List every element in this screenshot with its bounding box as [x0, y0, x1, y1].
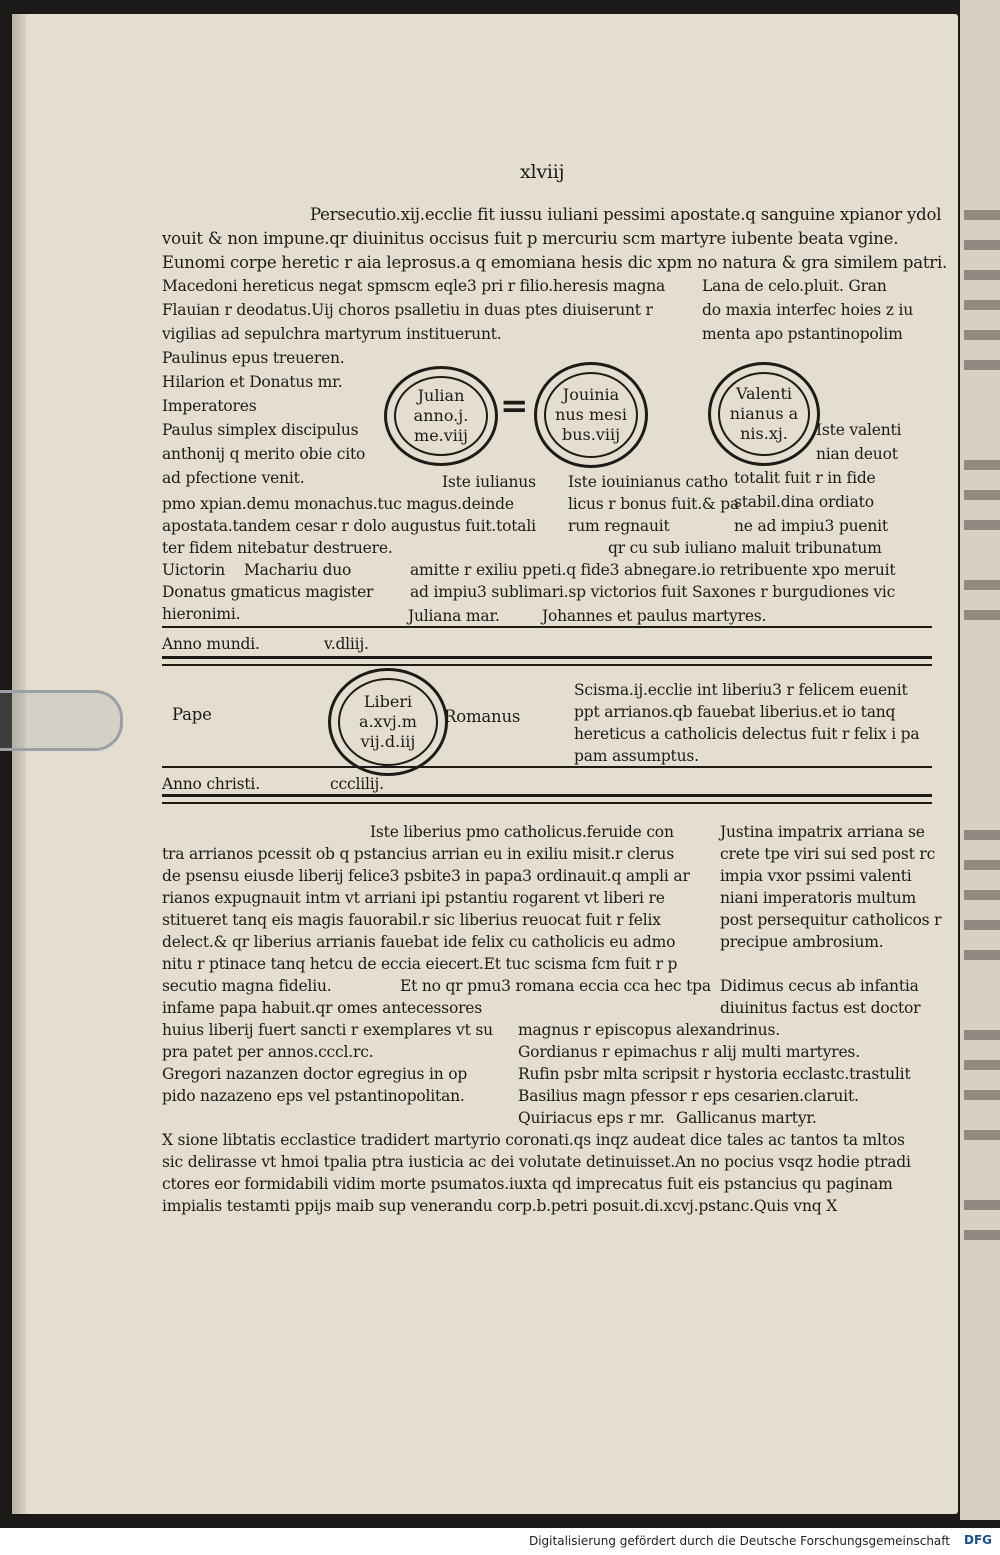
text-line: rianos expugnauit intm vt arriani ipi pstantiu rogarent vt liberi re — [162, 889, 665, 907]
text-line: de psensu eiusde liberij felice3 psbite3 in papa3 ordinauit.q ampli ar — [162, 867, 690, 885]
pape-label: Pape — [172, 705, 212, 724]
folio-number: xlviij — [520, 161, 565, 183]
rule — [162, 766, 932, 768]
text-line: pido nazazeno eps vel pstantinopolitan. — [162, 1087, 465, 1105]
text-line: Didimus cecus ab infantia — [720, 977, 919, 995]
text-line: Paulinus epus treueren. — [162, 349, 345, 367]
text-line: Johannes et paulus martyres. — [542, 607, 767, 625]
medallion-jovinian — [534, 362, 648, 468]
text-line: Scisma.ij.ecclie int liberiu3 r felicem euenit — [574, 681, 908, 699]
text-line: licus r bonus fuit.& pa — [568, 495, 740, 513]
rule — [162, 656, 932, 659]
text-line: Uictorin — [162, 561, 226, 579]
text-line: Eunomi corpe heretic r aia leprosus.a q emomiana hesis dic xpm no natura & gra similem patri. — [162, 253, 948, 272]
text-line: Quiriacus eps r mr. — [518, 1109, 665, 1127]
romanus-label: Romanus — [444, 707, 521, 726]
text-line: sic delirasse vt hmoi tpalia ptra iusticia ac dei volutate detinuisset.An no pocius vsqz hodie ptradi — [162, 1153, 911, 1171]
text-line: Hilarion et Donatus mr. — [162, 373, 343, 391]
text-line: nian deuot — [816, 445, 898, 463]
text-line: Justina impatrix arriana se — [720, 823, 925, 841]
text-line: impialis testamti ppijs maib sup venerandu corp.b.petri posuit.di.xcvj.pstanc.Quis vnq X — [162, 1197, 838, 1215]
page-gutter — [12, 14, 26, 1514]
text-line: Iste iouinianus catho — [568, 473, 728, 491]
dfg-logo: DFG — [963, 1533, 992, 1547]
text-line: stabil.dina ordiato — [734, 493, 874, 511]
medallion-julian — [384, 366, 498, 466]
text-line: huius liberij fuert sancti r exemplares vt su — [162, 1021, 493, 1039]
text-line: Machariu duo — [244, 561, 352, 579]
text-line: pam assumptus. — [574, 747, 699, 765]
text-line: vouit & non impune.qr diuinitus occisus fuit p mercuriu scm martyre iubente beata vgine. — [162, 229, 899, 248]
text-line: Rufin psbr mlta scripsit r hystoria ecclastc.trastulit — [518, 1065, 911, 1083]
text-line: amitte r exiliu ppeti.q fide3 abnegare.io retribuente xpo meruit — [410, 561, 896, 579]
text-line: diuinitus factus est doctor — [720, 999, 921, 1017]
text-line: stitueret tanq eis magis fauorabil.r sic liberius reuocat fuit r felix — [162, 911, 661, 929]
text-line: anthonij q merito obie cito — [162, 445, 366, 463]
rule — [162, 626, 932, 628]
text-line: Persecutio.xij.ecclie fit iussu iuliani pessimi apostate.q sanguine xpianor ydol — [310, 205, 942, 224]
text-line: apostata.tandem cesar r dolo augustus fuit.totali — [162, 517, 536, 535]
adjacent-page-edge — [960, 0, 1000, 1520]
medallion-line: anno.j. — [413, 406, 469, 425]
medallion-line: vij.d.iij — [360, 732, 416, 751]
text-line: ad impiu3 sublimari.sp victorios fuit Saxones r burgudiones vic — [410, 583, 896, 601]
text-line: Iste valenti — [816, 421, 902, 439]
text-line: totalit fuit r in fide — [734, 469, 876, 487]
text-line: X sione libtatis ecclastice tradidert martyrio coronati.qs inqz audeat dice tales ac tantos ta mltos — [162, 1131, 905, 1149]
text-line: Gallicanus martyr. — [676, 1109, 817, 1127]
text-line: Gordianus r epimachus r alij multi martyres. — [518, 1043, 860, 1061]
text-line: magnus r episcopus alexandrinus. — [518, 1021, 780, 1039]
text-line: Juliana mar. — [408, 607, 500, 625]
anno-christi-value: ccclilij. — [330, 775, 384, 793]
text-line: ctores eor formidabili vidim morte psumatos.iuxta qd imprecatus fuit eis pstancius qu paginam — [162, 1175, 893, 1193]
rule — [162, 664, 932, 666]
text-line: delect.& qr liberius arrianis fauebat ide felix cu catholicis eu admo — [162, 933, 676, 951]
medallion-line: Julian — [417, 386, 465, 405]
text-line: rum regnauit — [568, 517, 670, 535]
text-line: secutio magna fideliu. — [162, 977, 332, 995]
text-line: Paulus simplex discipulus — [162, 421, 359, 439]
text-line: tra arrianos pcessit ob q pstancius arrian eu in exiliu misit.r clerus — [162, 845, 674, 863]
text-line: Lana de celo.pluit. Gran — [702, 277, 887, 295]
text-line: do maxia interfec hoies z iu — [702, 301, 914, 319]
succession-equals-mark: = — [500, 386, 529, 426]
anno-christi-label: Anno christi. — [162, 775, 260, 793]
text-line: qr cu sub iuliano maluit tribunatum — [608, 539, 882, 557]
text-line: Iste liberius pmo catholicus.feruide con — [370, 823, 674, 841]
medallion-line: Jouinia — [562, 385, 620, 404]
text-line: post persequitur catholicos r — [720, 911, 942, 929]
text-line: pmo xpian.demu monachus.tuc magus.deinde — [162, 495, 514, 513]
anno-mundi-value: v.dliij. — [324, 635, 369, 653]
medallion-line: nianus a — [729, 404, 799, 423]
text-line: Iste iulianus — [442, 473, 536, 491]
text-line: ppt arrianos.qb fauebat liberius.et io tanq — [574, 703, 896, 721]
text-line: ter fidem nitebatur destruere. — [162, 539, 393, 557]
medallion-line: me.viij — [414, 426, 468, 445]
text-line: Gregori nazanzen doctor egregius in op — [162, 1065, 468, 1083]
anno-mundi-label: Anno mundi. — [162, 635, 260, 653]
medallion-valentinian — [708, 362, 820, 466]
medallion-line: Valenti — [735, 384, 793, 403]
text-line: niani imperatoris multum — [720, 889, 917, 907]
text-line: ne ad impiu3 puenit — [734, 517, 888, 535]
footer-bar — [0, 1528, 1000, 1555]
book-page — [12, 14, 958, 1514]
text-line: impia vxor pssimi valenti — [720, 867, 912, 885]
text-line: precipue ambrosium. — [720, 933, 884, 951]
footer-credit: Digitalisierung gefördert durch die Deutsche Forschungsgemeinschaft — [528, 1534, 950, 1548]
medallion-liberius — [328, 668, 448, 776]
text-line: infame papa habuit.qr omes antecessores — [162, 999, 483, 1017]
medallion-line: a.xvj.m — [359, 712, 417, 731]
medallion-line: nis.xj. — [740, 424, 788, 443]
text-line: Donatus gmaticus magister — [162, 583, 374, 601]
page-clip — [0, 690, 123, 751]
text-line: crete tpe viri sui sed post rc — [720, 845, 936, 863]
text-line: menta apo pstantinopolim — [702, 325, 903, 343]
text-line: Basilius magn pfessor r eps cesarien.claruit. — [518, 1087, 859, 1105]
medallion-line: Liberi — [363, 692, 413, 711]
text-line: Flauian r deodatus.Uij choros psalletiu in duas ptes diuiserunt r — [162, 301, 653, 319]
text-line: Macedoni hereticus negat spmscm eqle3 pri r filio.heresis magna — [162, 277, 666, 295]
rule — [162, 794, 932, 797]
text-line: pra patet per annos.cccl.rc. — [162, 1043, 374, 1061]
text-line: Et no qr pmu3 romana eccia cca hec tpa — [400, 977, 711, 995]
medallion-line: bus.viij — [561, 425, 621, 444]
text-line: hereticus a catholicis delectus fuit r felix i pa — [574, 725, 920, 743]
text-line: nitu r ptinace tanq hetcu de eccia eiecert.Et tuc scisma fcm fuit r p — [162, 955, 678, 973]
text-line: ad pfectione venit. — [162, 469, 305, 487]
medallion-line: nus mesi — [555, 405, 627, 424]
text-line: hieronimi. — [162, 605, 241, 623]
text-line: Imperatores — [162, 397, 257, 415]
text-line: vigilias ad sepulchra martyrum instituerunt. — [162, 325, 502, 343]
rule — [162, 802, 932, 804]
